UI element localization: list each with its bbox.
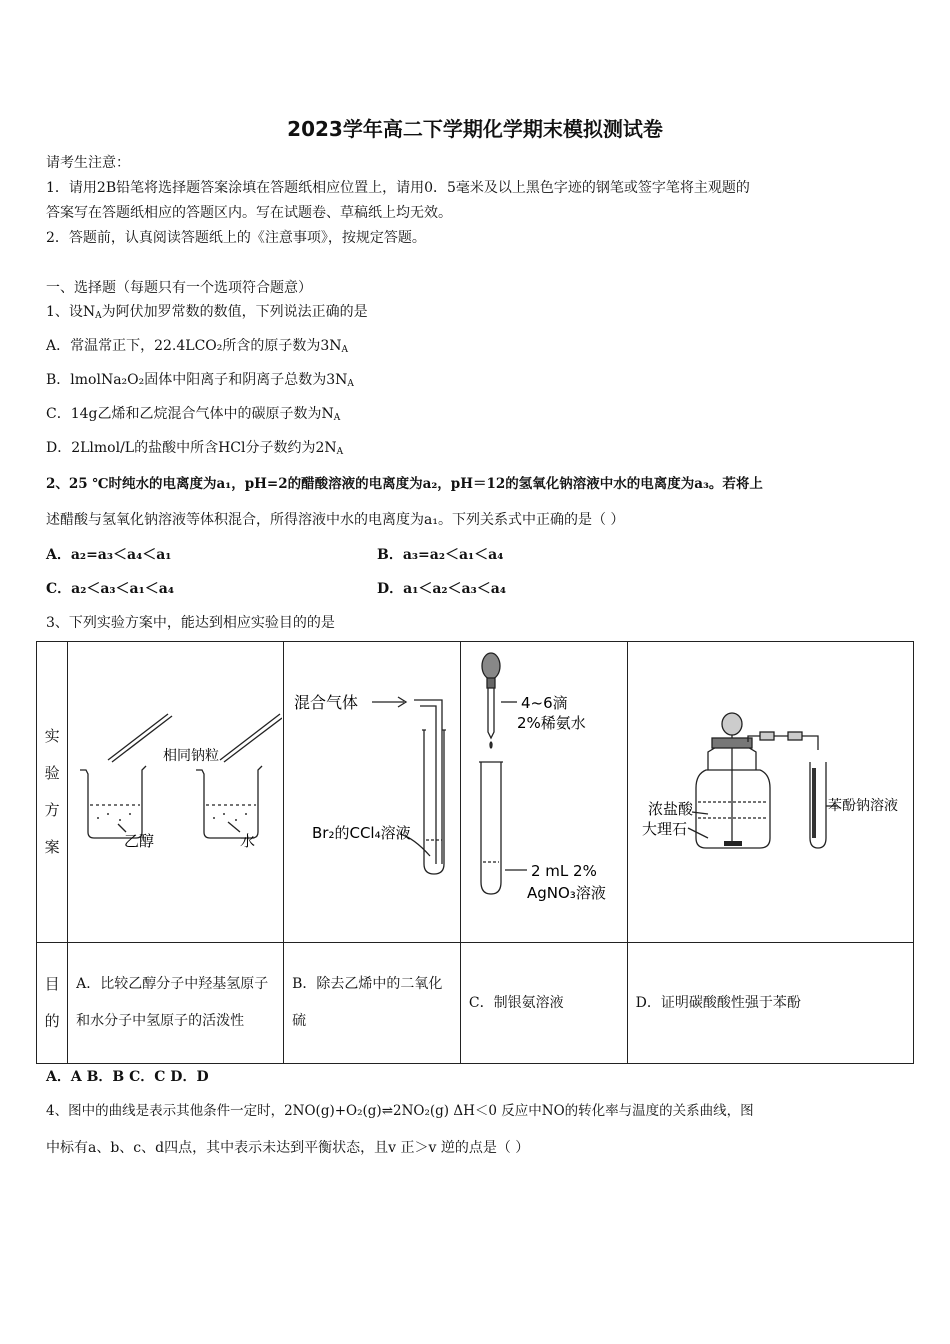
q2-stem-line2: 述醋酸与氢氧化钠溶液等体积混合，所得溶液中水的电离度为a₁。下列关系式中正确的是（ ） [46, 512, 625, 528]
page-title: 2023学年高二下学期化学期末模拟测试卷 [287, 117, 663, 141]
label-sodium-phenoxide: 苯酚钠溶液 [827, 798, 898, 814]
q1-option-d: D．2Llmol/L的盐酸中所含HCl分子数约为$2N_A$ [46, 440, 344, 457]
notice-item: 1．请用2B铅笔将选择题答案涂填在答题纸相应位置上，请用0．5毫米及以上黑色字迹的钢笔或签字笔将主观题的 [46, 180, 750, 196]
label-silver-nitrate: AgNO₃溶液 [526, 884, 606, 902]
q1-option-c: C．14g乙烯和乙烷混合气体中的碳原子数为$N_A$ [46, 406, 341, 423]
q1-stem: 1、设$N_A$为阿伏加罗常数的数值，下列说法正确的是 [46, 304, 368, 321]
q1-option-a: A．常温常正下，22.4LCO₂所含的原子数为$3N_A$ [46, 338, 349, 355]
acid-strength-diagram [628, 642, 912, 938]
purpose-c: C．制银氨溶液 [460, 943, 627, 1064]
label-bromine-solution: Br₂的CCl₄溶液 [312, 824, 411, 842]
label-same-sodium: 相同钠粒 [163, 748, 220, 764]
purpose-a: A．比较乙醇分子中羟基氢原子和水分子中氢原子的活泼性 [68, 943, 284, 1064]
section-heading: 一、选择题（每题只有一个选项符合题意） [46, 280, 312, 296]
label-ammonia: 2%稀氨水 [516, 714, 586, 732]
q2-option-a: A．a₂=a₃＜a₄＜a₁ [46, 547, 172, 563]
figure-b [284, 642, 461, 943]
q2-option-d: D．a₁＜a₂＜a₃＜a₄ [377, 581, 506, 597]
purpose-d: D．证明碳酸酸性强于苯酚 [627, 943, 913, 1064]
label-ethanol: 乙醇 [124, 832, 155, 850]
label-conc-hcl: 浓盐酸 [647, 800, 693, 818]
beakers-diagram [68, 642, 282, 938]
notice-heading: 请考生注意： [46, 155, 130, 171]
row-head-scheme: 实 验 方 案 [37, 642, 68, 943]
q4-stem-line2: 中标有a、b、c、d四点，其中表示未达到平衡状态，且v 正＞v 逆的点是（ ） [46, 1140, 530, 1156]
experiment-table [36, 641, 914, 1064]
label-water: 水 [240, 832, 256, 850]
q2-option-c: C．a₂＜a₃＜a₁＜a₄ [46, 581, 174, 597]
gas-washing-diagram [284, 642, 459, 938]
label-volume: 2 mL 2% [530, 862, 597, 880]
row-head-purpose: 目 的 [37, 943, 68, 1064]
figure-c [460, 642, 627, 943]
purpose-b: B．除去乙烯中的二氧化硫 [284, 943, 461, 1064]
q1-option-b: B．lmolNa₂O₂固体中阳离子和阴离子总数为$3N_A$ [46, 372, 354, 389]
q2-stem-line1: 2、25 ℃时纯水的电离度为a₁，pH=2的醋酸溶液的电离度为a₂，pH＝12的氢氧化钠溶液中水的电离度为a₃。若将上 [46, 476, 763, 492]
label-marble: 大理石 [641, 820, 687, 838]
q3-stem: 3、下列实验方案中，能达到相应实验目的的是 [46, 615, 335, 631]
label-drops: 4~6滴 [520, 694, 568, 712]
notice-item: 答案写在答题纸相应的答题区内。写在试题卷、草稿纸上均无效。 [46, 205, 452, 221]
notice-item: 2．答题前，认真阅读答题纸上的《注意事项》，按规定答题。 [46, 230, 426, 246]
silver-ammonia-diagram [461, 642, 626, 938]
figure-d [627, 642, 913, 943]
figure-a [68, 642, 284, 943]
label-mixed-gas: 混合气体 [294, 693, 359, 712]
q4-stem-line1: 4、图中的曲线是表示其他条件一定时，2NO(g)+O₂(g)⇌2NO₂(g) ΔH＜0 反应中NO的转化率与温度的关系曲线，图 [46, 1103, 754, 1119]
q3-options: A．A B．B C．C D．D [46, 1069, 209, 1085]
q2-option-b: B．a₃=a₂＜a₁＜a₄ [377, 547, 504, 563]
